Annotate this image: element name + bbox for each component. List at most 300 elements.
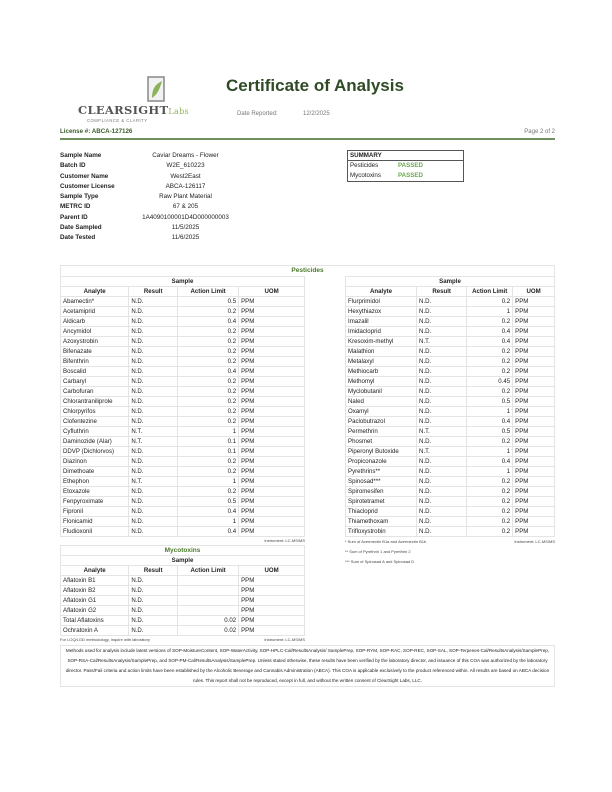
pesticides-columns	[60, 276, 555, 645]
action-limit-cell	[178, 596, 239, 606]
table-row	[61, 336, 305, 346]
uom-cell: PPM	[513, 526, 555, 536]
result-cell: N.D.	[417, 306, 467, 316]
analyte-cell: Fipronil	[61, 506, 129, 516]
action-limit-cell: 0.2	[467, 356, 513, 366]
sample-info-row	[60, 202, 243, 212]
sample-info-row	[60, 213, 243, 223]
uom-cell: PPM	[239, 376, 305, 386]
analyte-cell: Spinosad***	[346, 476, 417, 486]
table-row	[61, 326, 305, 336]
action-limit-cell: 0.4	[178, 316, 239, 326]
result-cell: N.D.	[417, 526, 467, 536]
action-limit-cell: 1	[467, 406, 513, 416]
info-value: 11/5/2025	[171, 224, 200, 232]
result-cell: N.D.	[129, 376, 178, 386]
result-cell: N.D.	[417, 366, 467, 376]
uom-cell: PPM	[239, 516, 305, 526]
info-value: Caviar Dreams - Flower	[152, 152, 219, 159]
table-row	[61, 366, 305, 376]
summary-row	[348, 161, 463, 171]
pesticides-table-right	[345, 276, 555, 537]
analyte-cell: Total Aflatoxins	[61, 616, 129, 626]
table-row	[61, 526, 305, 536]
uom-cell: PPM	[513, 326, 555, 336]
result-cell: N.D.	[129, 366, 178, 376]
result-cell: N.D.	[129, 606, 178, 616]
analyte-cell: Metalaxyl	[346, 356, 417, 366]
result-cell: N.D.	[417, 296, 467, 306]
column-header-uom: UOM	[239, 566, 305, 576]
result-cell: N.D.	[129, 316, 178, 326]
table-row	[346, 436, 555, 446]
right-column	[345, 276, 555, 567]
pesticides-title: Pesticides	[291, 267, 324, 274]
sample-info-row	[60, 172, 243, 182]
action-limit-cell: 0.2	[467, 316, 513, 326]
action-limit-cell: 0.02	[178, 626, 239, 636]
uom-cell: PPM	[513, 386, 555, 396]
sample-info	[60, 151, 243, 244]
table-row	[346, 466, 555, 476]
analyte-cell: Daminozide (Alar)	[61, 436, 129, 446]
result-cell: N.D.	[417, 386, 467, 396]
table-row	[61, 496, 305, 506]
table-row	[346, 356, 555, 366]
table-row	[61, 316, 305, 326]
sample-info-row	[60, 151, 243, 161]
analyte-cell: Piperonyl Butoxide	[346, 446, 417, 456]
company-logo	[78, 76, 188, 130]
uom-cell: PPM	[513, 436, 555, 446]
result-cell: N.D.	[417, 436, 467, 446]
table-row	[346, 416, 555, 426]
analyte-cell: Azoxystrobin	[61, 336, 129, 346]
footnote-row	[345, 537, 555, 547]
uom-cell: PPM	[513, 316, 555, 326]
analyte-cell: Flonicamid	[61, 516, 129, 526]
action-limit-cell: 0.2	[467, 346, 513, 356]
table-row	[61, 386, 305, 396]
mycotoxins-table	[60, 555, 305, 636]
result-cell: N.D.	[129, 406, 178, 416]
result-cell: N.D.	[129, 416, 178, 426]
table-row	[346, 456, 555, 466]
action-limit-cell: 0.4	[467, 456, 513, 466]
result-cell: N.D.	[417, 466, 467, 476]
uom-cell: PPM	[239, 326, 305, 336]
column-header-action-limit: Action Limit	[467, 286, 513, 296]
analyte-cell: Chlorpyrifos	[61, 406, 129, 416]
action-limit-cell: 0.2	[178, 356, 239, 366]
summary-box	[347, 150, 464, 182]
table-row	[346, 306, 555, 316]
date-reported: 12/2/2025	[303, 111, 330, 117]
pesticides-instrument-right: Instrument: LC-MS/MS	[514, 538, 555, 544]
results-section	[60, 265, 555, 687]
result-cell: N.D.	[417, 346, 467, 356]
result-cell: N.D.	[129, 616, 178, 626]
uom-cell: PPM	[513, 506, 555, 516]
uom-cell: PPM	[239, 526, 305, 536]
action-limit-cell: 0.45	[467, 376, 513, 386]
analyte-cell: Carbaryl	[61, 376, 129, 386]
uom-cell: PPM	[239, 316, 305, 326]
result-cell: N.D.	[129, 586, 178, 596]
action-limit-cell: 0.2	[467, 496, 513, 506]
pesticides-instrument-left: Instrument: LC-MS/MS	[264, 537, 305, 543]
result-cell: N.D.	[129, 296, 178, 306]
result-cell: N.D.	[417, 326, 467, 336]
table-row	[61, 506, 305, 516]
action-limit-cell: 0.2	[178, 416, 239, 426]
uom-cell: PPM	[513, 396, 555, 406]
analyte-cell: DDVP (Dichlorvos)	[61, 446, 129, 456]
sample-info-row	[60, 192, 243, 202]
column-header-action-limit: Action Limit	[178, 566, 239, 576]
loq-note: For LOQ/LOD methodology, inquire with laboratory	[60, 637, 150, 642]
column-header-row	[61, 566, 305, 576]
table-row	[61, 446, 305, 456]
table-row	[346, 326, 555, 336]
sample-info-row	[60, 233, 243, 243]
result-cell: N.D.	[417, 516, 467, 526]
uom-cell: PPM	[239, 466, 305, 476]
action-limit-cell: 0.4	[467, 326, 513, 336]
action-limit-cell: 0.5	[467, 396, 513, 406]
info-label: METRC ID	[60, 203, 91, 211]
info-label: Parent ID	[60, 213, 88, 221]
info-value: W2E_610223	[166, 162, 205, 170]
uom-cell: PPM	[513, 356, 555, 366]
action-limit-cell: 0.2	[178, 346, 239, 356]
column-header-analyte: Analyte	[61, 566, 129, 576]
mycotoxins-title: Mycotoxins	[164, 546, 201, 554]
action-limit-cell: 0.2	[467, 516, 513, 526]
sample-info-row	[60, 161, 243, 171]
action-limit-cell: 0.2	[178, 396, 239, 406]
uom-cell: PPM	[513, 296, 555, 306]
table-row	[61, 586, 305, 596]
analyte-cell: Flurprimidol	[346, 296, 417, 306]
analyte-cell: Bifenthrin	[61, 356, 129, 366]
action-limit-cell: 0.2	[467, 486, 513, 496]
analyte-cell: Carbofuran	[61, 386, 129, 396]
result-cell: N.D.	[417, 406, 467, 416]
action-limit-cell: 1	[467, 446, 513, 456]
uom-cell: PPM	[513, 476, 555, 486]
uom-cell: PPM	[239, 446, 305, 456]
page-number: Page 2 of 2	[524, 129, 555, 135]
table-row	[61, 406, 305, 416]
analyte-cell: Thiacloprid	[346, 506, 417, 516]
uom-cell: PPM	[513, 516, 555, 526]
uom-cell: PPM	[239, 456, 305, 466]
info-value: 67 & 205	[172, 203, 199, 211]
table-row	[346, 486, 555, 496]
table-row	[346, 376, 555, 386]
left-column	[60, 276, 305, 645]
logo-tagline: COMPLIANCE & CLARITY	[87, 118, 148, 123]
result-cell: N.D.	[129, 306, 178, 316]
table-row	[61, 606, 305, 616]
action-limit-cell	[178, 606, 239, 616]
action-limit-cell: 0.2	[178, 486, 239, 496]
info-label: Batch ID	[60, 162, 86, 170]
result-cell: N.T.	[417, 336, 467, 346]
logo-name	[78, 104, 189, 118]
analyte-cell: Methiocarb	[346, 366, 417, 376]
uom-cell: PPM	[239, 356, 305, 366]
table-row	[346, 516, 555, 526]
table-row	[61, 576, 305, 586]
action-limit-cell: 0.2	[178, 406, 239, 416]
action-limit-cell: 1	[178, 516, 239, 526]
action-limit-cell: 0.2	[178, 326, 239, 336]
column-header-action-limit: Action Limit	[178, 286, 239, 296]
table-row	[61, 596, 305, 606]
pesticides-table-left	[60, 276, 305, 537]
table-row	[61, 416, 305, 426]
table-row	[61, 626, 305, 636]
result-cell: N.D.	[129, 626, 178, 636]
result-cell: N.D.	[417, 316, 467, 326]
action-limit-cell: 0.2	[178, 386, 239, 396]
header-divider	[60, 138, 555, 140]
mycotoxins-note-row	[60, 636, 305, 644]
analyte-cell: Ethephon	[61, 476, 129, 486]
column-header-row	[61, 286, 305, 296]
action-limit-cell: 0.2	[178, 336, 239, 346]
sample-header-row	[61, 556, 305, 566]
column-header-row	[346, 286, 555, 296]
action-limit-cell: 0.5	[178, 296, 239, 306]
table-row	[61, 296, 305, 306]
action-limit-cell: 0.5	[467, 426, 513, 436]
result-cell: N.T.	[129, 426, 178, 436]
action-limit-cell	[178, 586, 239, 596]
result-cell: N.D.	[129, 516, 178, 526]
info-label: Customer Name	[60, 172, 109, 180]
sample-header: Sample	[346, 276, 555, 286]
info-label: Sample Name	[60, 152, 102, 159]
analyte-cell: Diazinon	[61, 456, 129, 466]
footnote-row	[345, 547, 555, 557]
uom-cell: PPM	[513, 416, 555, 426]
uom-cell: PPM	[513, 346, 555, 356]
summary-status: PASSED	[398, 162, 423, 169]
table-row	[61, 376, 305, 386]
uom-cell: PPM	[513, 496, 555, 506]
action-limit-cell: 0.5	[178, 496, 239, 506]
uom-cell: PPM	[239, 506, 305, 516]
pesticides-title-row	[60, 265, 555, 276]
sample-info-row	[60, 182, 243, 192]
table-row	[346, 446, 555, 456]
uom-cell: PPM	[513, 366, 555, 376]
result-cell: N.D.	[417, 506, 467, 516]
info-value: 11/6/2025	[171, 234, 200, 242]
analyte-cell: Bifenazate	[61, 346, 129, 356]
uom-cell: PPM	[513, 456, 555, 466]
sample-header: Sample	[61, 276, 305, 286]
analyte-cell: Acetamiprid	[61, 306, 129, 316]
result-cell: N.D.	[129, 506, 178, 516]
info-label: Date Tested	[60, 234, 96, 242]
uom-cell: PPM	[513, 446, 555, 456]
analyte-cell: Fenpyroximate	[61, 496, 129, 506]
table-row	[346, 496, 555, 506]
analyte-cell: Etoxazole	[61, 486, 129, 496]
summary-name: Pesticides	[350, 162, 379, 169]
analyte-cell: Dimethoate	[61, 466, 129, 476]
beaker-leaf-icon	[146, 76, 166, 102]
analyte-cell: Kresoxim-methyl	[346, 336, 417, 346]
result-cell: N.D.	[129, 466, 178, 476]
uom-cell: PPM	[239, 396, 305, 406]
date-reported-label: Date Reported:	[237, 111, 278, 117]
license-number: License #: ABCA-127126	[60, 128, 133, 135]
analyte-cell: Aldicarb	[61, 316, 129, 326]
sample-header-row	[61, 276, 305, 286]
uom-cell: PPM	[239, 386, 305, 396]
action-limit-cell: 0.1	[178, 446, 239, 456]
uom-cell: PPM	[239, 576, 305, 586]
action-limit-cell: 0.4	[467, 416, 513, 426]
table-row	[61, 306, 305, 316]
action-limit-cell: 0.2	[178, 456, 239, 466]
table-row	[61, 396, 305, 406]
column-header-analyte: Analyte	[346, 286, 417, 296]
uom-cell: PPM	[239, 476, 305, 486]
logo-text: CLEARSIGHT	[78, 103, 169, 117]
analyte-cell: Pyrethrins**	[346, 466, 417, 476]
action-limit-cell: 0.2	[178, 466, 239, 476]
logo-suffix: Labs	[168, 107, 189, 116]
action-limit-cell	[178, 576, 239, 586]
result-cell: N.D.	[417, 486, 467, 496]
uom-cell: PPM	[239, 366, 305, 376]
result-cell: N.T.	[417, 446, 467, 456]
uom-cell: PPM	[239, 426, 305, 436]
mycotoxins-instrument: Instrument: LC-MS/MS	[264, 637, 305, 642]
column-header-analyte: Analyte	[61, 286, 129, 296]
action-limit-cell: 0.02	[178, 616, 239, 626]
result-cell: N.D.	[129, 336, 178, 346]
table-row	[346, 316, 555, 326]
table-row	[346, 506, 555, 516]
result-cell: N.D.	[129, 496, 178, 506]
result-cell: N.D.	[417, 496, 467, 506]
table-row	[346, 526, 555, 536]
result-cell: N.D.	[129, 346, 178, 356]
action-limit-cell: 0.2	[467, 476, 513, 486]
uom-cell: PPM	[239, 486, 305, 496]
column-header-result: Result	[129, 566, 178, 576]
uom-cell: PPM	[513, 426, 555, 436]
uom-cell: PPM	[239, 616, 305, 626]
analyte-cell: Permethrin	[346, 426, 417, 436]
action-limit-cell: 0.2	[467, 526, 513, 536]
table-row	[61, 356, 305, 366]
result-cell: N.D.	[129, 396, 178, 406]
action-limit-cell: 0.2	[467, 366, 513, 376]
result-cell: N.D.	[129, 576, 178, 586]
analyte-cell: Ancymidol	[61, 326, 129, 336]
table-row	[61, 436, 305, 446]
result-cell: N.D.	[129, 596, 178, 606]
result-cell: N.T.	[417, 426, 467, 436]
page-title: Certificate of Analysis	[226, 76, 404, 95]
analyte-cell: Imazalil	[346, 316, 417, 326]
footnote-row	[345, 557, 555, 567]
table-row	[61, 486, 305, 496]
action-limit-cell: 0.2	[467, 436, 513, 446]
uom-cell: PPM	[513, 336, 555, 346]
analyte-cell: Spirotetramet	[346, 496, 417, 506]
result-cell: N.T.	[129, 436, 178, 446]
analyte-cell: Methomyl	[346, 376, 417, 386]
analyte-cell: Abamectin*	[61, 296, 129, 306]
action-limit-cell: 1	[178, 476, 239, 486]
uom-cell: PPM	[239, 436, 305, 446]
info-label: Sample Type	[60, 193, 99, 201]
uom-cell: PPM	[239, 606, 305, 616]
result-cell: N.D.	[129, 446, 178, 456]
table-row	[346, 426, 555, 436]
table-row	[346, 336, 555, 346]
table-row	[346, 396, 555, 406]
result-cell: N.T.	[129, 476, 178, 486]
action-limit-cell: 0.4	[178, 506, 239, 516]
table-row	[346, 476, 555, 486]
sample-header: Sample	[61, 556, 305, 566]
analyte-cell: Chlorantraniliprole	[61, 396, 129, 406]
analyte-cell: Myclobutanil	[346, 386, 417, 396]
table-row	[346, 406, 555, 416]
analyte-cell: Spiromesifen	[346, 486, 417, 496]
footnote: ** Sum of Pyrethrin 1 and Pyrethrin 2	[345, 548, 411, 554]
action-limit-cell: 0.4	[467, 336, 513, 346]
uom-cell: PPM	[239, 586, 305, 596]
table-row	[61, 346, 305, 356]
action-limit-cell: 0.2	[178, 306, 239, 316]
result-cell: N.D.	[417, 356, 467, 366]
table-row	[61, 466, 305, 476]
info-value: ABCA-126117	[165, 182, 206, 190]
action-limit-cell: 0.4	[178, 526, 239, 536]
analyte-cell: Aflatoxin B2	[61, 586, 129, 596]
uom-cell: PPM	[513, 486, 555, 496]
table-row	[346, 296, 555, 306]
table-row	[61, 426, 305, 436]
analyte-cell: Trifloxystrobin	[346, 526, 417, 536]
methods-disclaimer: Methods used for analysis include latest versions of SOP-MoistureContent, SOP-WaterActivity, SOP-HPLC-Cal/ResultsAnalysis/ SamplePrep, SOP-RYM, SOP-RAC, SOP-REC, SOP-SAL, SOP-Terpenes-Cal/ResultsAnalysis/SamplePrep, SOP-RSA-Cal/ResultsAnalysis/SamplePrep, and SOP-PM-Cal/ResultsAnalysis/SamplePrep. Unless stated otherwise, these results have been verified by the laboratory director, and issuance of this COA was authorized by the laboratory director. Pass/Fail criteria and action limits have been established by the Alcoholic Beverage and Cannabis Administration (ABCA). This COA is applicable exclusively to the product referenced within. All results are based on ABCA decision rules. This report shall not be reproduced, except in full, and without the written consent of ClearSight Labs, LLC.	[60, 645, 555, 687]
action-limit-cell: 0.2	[467, 296, 513, 306]
column-header-result: Result	[417, 286, 467, 296]
uom-cell: PPM	[239, 406, 305, 416]
result-cell: N.D.	[129, 356, 178, 366]
uom-cell: PPM	[239, 416, 305, 426]
uom-cell: PPM	[513, 406, 555, 416]
action-limit-cell: 0.4	[178, 366, 239, 376]
pesticides-note-row	[60, 537, 305, 545]
uom-cell: PPM	[513, 306, 555, 316]
table-row	[61, 516, 305, 526]
info-value: 1A4090100001D4D000000003	[142, 213, 229, 221]
table-row	[61, 616, 305, 626]
analyte-cell: Boscalid	[61, 366, 129, 376]
